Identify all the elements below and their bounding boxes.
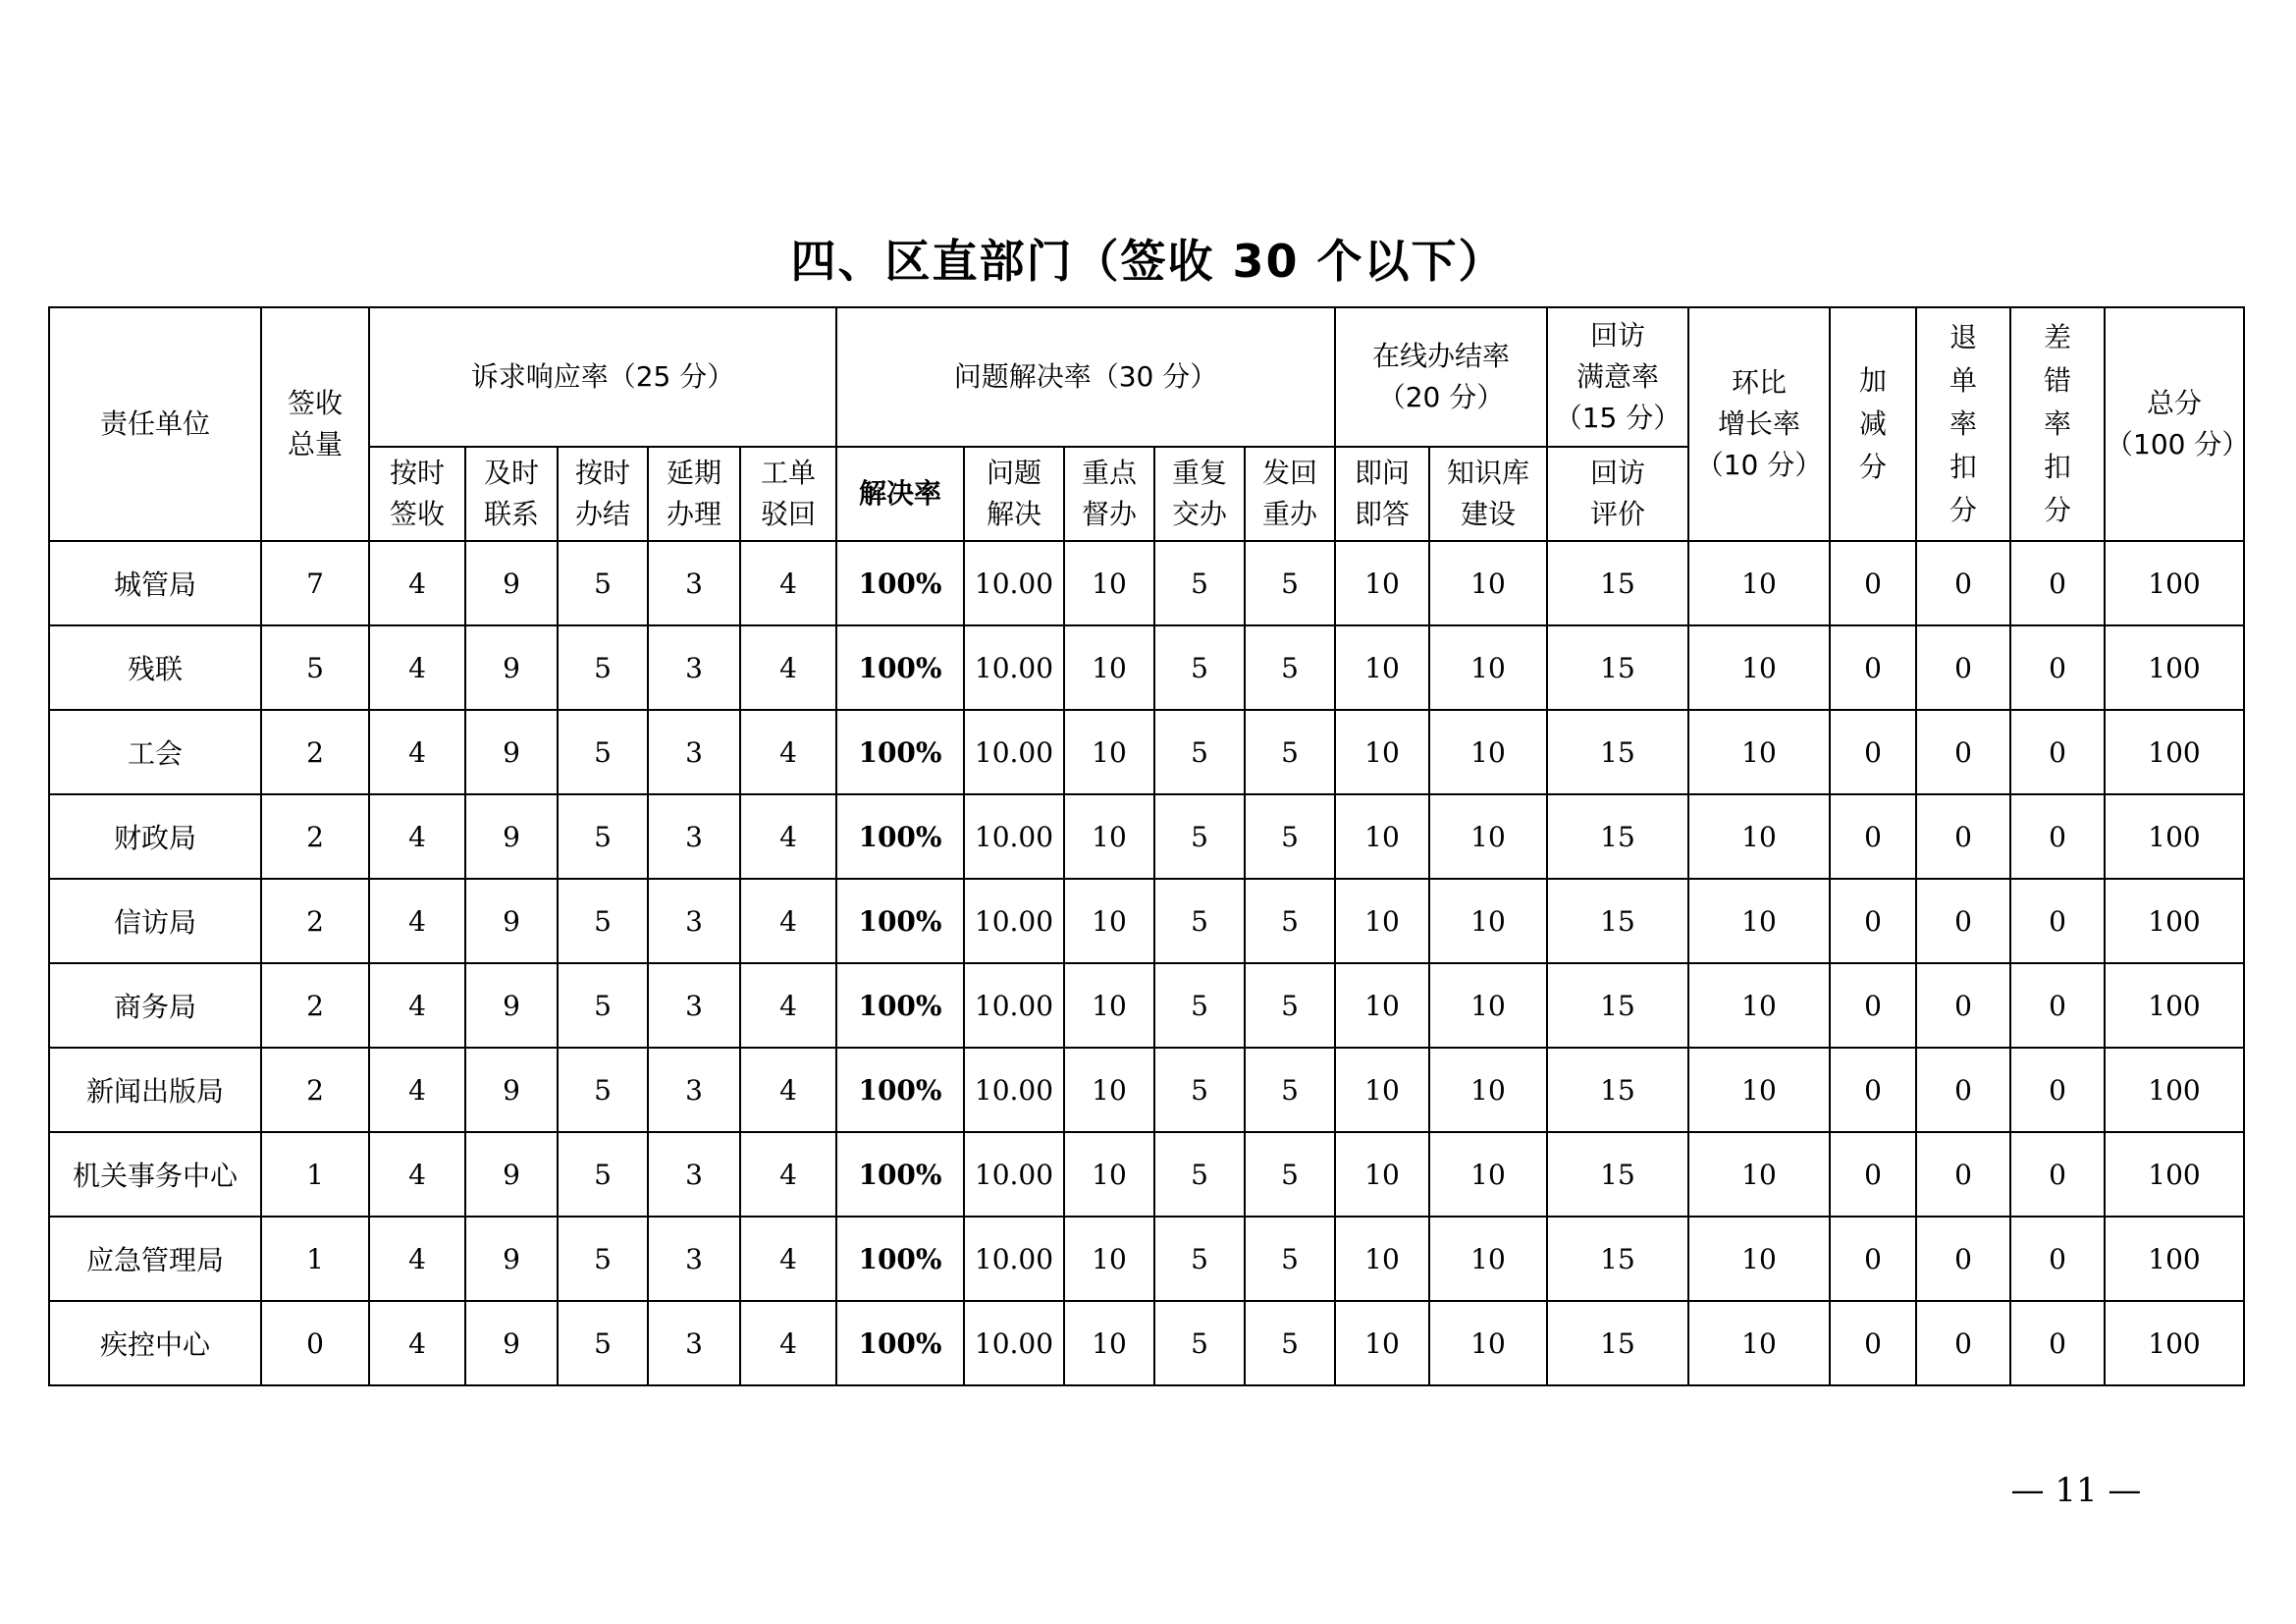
sub-ticket-return: 工单 驳回 [740, 447, 836, 541]
total-sign-cell: 7 [261, 541, 369, 625]
error-rate-cell: 0 [2010, 879, 2105, 963]
repeat-submit-cell: 5 [1154, 1132, 1245, 1217]
problem-resolve-cell: 10.00 [964, 710, 1064, 794]
return-redo-cell: 5 [1245, 710, 1335, 794]
growth-cell: 10 [1688, 1132, 1830, 1217]
error-rate-cell: 0 [2010, 1301, 2105, 1385]
total-sign-cell: 2 [261, 794, 369, 879]
repeat-submit-cell: 5 [1154, 710, 1245, 794]
table-row [49, 1301, 2244, 1385]
error-rate-cell: 0 [2010, 1132, 2105, 1217]
delay-cell: 3 [648, 963, 740, 1048]
problem-resolve-cell: 10.00 [964, 1217, 1064, 1301]
repeat-submit-cell: 5 [1154, 794, 1245, 879]
problem-resolve-cell: 10.00 [964, 625, 1064, 710]
error-rate-cell: 0 [2010, 1048, 2105, 1132]
problem-resolve-cell: 10.00 [964, 1301, 1064, 1385]
instant-answer-cell: 10 [1335, 794, 1429, 879]
knowledge-base-cell: 10 [1429, 1132, 1547, 1217]
total-sign-cell: 2 [261, 1048, 369, 1132]
header-growth: 环比 增长率 （10 分） [1688, 307, 1830, 541]
key-supervise-cell: 10 [1064, 541, 1154, 625]
revisit-eval-cell: 15 [1547, 541, 1688, 625]
sub-repeat-submit: 重复 交办 [1154, 447, 1245, 541]
key-supervise-cell: 10 [1064, 1132, 1154, 1217]
revisit-eval-cell: 15 [1547, 794, 1688, 879]
total-sign-cell: 2 [261, 710, 369, 794]
on-time-sign-cell: 4 [369, 794, 465, 879]
total-score-cell: 100 [2105, 1301, 2244, 1385]
header-revisit-satisfaction: 回访 满意率 （15 分） [1547, 307, 1688, 447]
growth-cell: 10 [1688, 1048, 1830, 1132]
timely-contact-cell: 9 [465, 1301, 558, 1385]
ticket-return-cell: 4 [740, 1048, 836, 1132]
on-time-sign-cell: 4 [369, 541, 465, 625]
return-redo-cell: 5 [1245, 794, 1335, 879]
revisit-eval-cell: 15 [1547, 963, 1688, 1048]
return-rate-cell: 0 [1916, 1132, 2010, 1217]
sub-knowledge-base: 知识库 建设 [1429, 447, 1547, 541]
on-time-finish-cell: 5 [558, 1132, 648, 1217]
sub-timely-contact: 及时 联系 [465, 447, 558, 541]
growth-cell: 10 [1688, 710, 1830, 794]
resolve-rate-cell: 100% [836, 710, 964, 794]
plus-minus-cell: 0 [1830, 1217, 1916, 1301]
ticket-return-cell: 4 [740, 541, 836, 625]
instant-answer-cell: 10 [1335, 710, 1429, 794]
on-time-sign-cell: 4 [369, 625, 465, 710]
revisit-eval-cell: 15 [1547, 1048, 1688, 1132]
error-rate-cell: 0 [2010, 794, 2105, 879]
revisit-eval-cell: 15 [1547, 1132, 1688, 1217]
resolve-rate-cell: 100% [836, 879, 964, 963]
delay-cell: 3 [648, 541, 740, 625]
resolve-rate-cell: 100% [836, 794, 964, 879]
key-supervise-cell: 10 [1064, 1048, 1154, 1132]
on-time-sign-cell: 4 [369, 1217, 465, 1301]
table-row [49, 710, 2244, 794]
timely-contact-cell: 9 [465, 541, 558, 625]
total-score-cell: 100 [2105, 625, 2244, 710]
table-row [49, 625, 2244, 710]
growth-cell: 10 [1688, 879, 1830, 963]
unit-cell: 残联 [49, 625, 261, 710]
repeat-submit-cell: 5 [1154, 625, 1245, 710]
problem-resolve-cell: 10.00 [964, 1132, 1064, 1217]
knowledge-base-cell: 10 [1429, 1048, 1547, 1132]
delay-cell: 3 [648, 625, 740, 710]
return-rate-cell: 0 [1916, 1217, 2010, 1301]
plus-minus-cell: 0 [1830, 1048, 1916, 1132]
page-title: 四、区直部门（签收 30 个以下） [790, 235, 1506, 288]
plus-minus-cell: 0 [1830, 541, 1916, 625]
return-rate-cell: 0 [1916, 541, 2010, 625]
on-time-sign-cell: 4 [369, 1048, 465, 1132]
growth-cell: 10 [1688, 1301, 1830, 1385]
return-rate-cell: 0 [1916, 625, 2010, 710]
unit-cell: 应急管理局 [49, 1217, 261, 1301]
plus-minus-cell: 0 [1830, 1301, 1916, 1385]
table-row [49, 541, 2244, 625]
key-supervise-cell: 10 [1064, 963, 1154, 1048]
ticket-return-cell: 4 [740, 794, 836, 879]
header-total-sign: 签收 总量 [261, 307, 369, 541]
resolve-rate-cell: 100% [836, 1048, 964, 1132]
total-sign-cell: 5 [261, 625, 369, 710]
unit-cell: 机关事务中心 [49, 1132, 261, 1217]
header-error-rate-label: 差错率扣分 [2043, 321, 2071, 526]
total-score-cell: 100 [2105, 1217, 2244, 1301]
knowledge-base-cell: 10 [1429, 963, 1547, 1048]
return-redo-cell: 5 [1245, 1132, 1335, 1217]
repeat-submit-cell: 5 [1154, 1048, 1245, 1132]
timely-contact-cell: 9 [465, 1217, 558, 1301]
return-redo-cell: 5 [1245, 879, 1335, 963]
header-online-rate: 在线办结率 （20 分） [1335, 307, 1547, 447]
on-time-sign-cell: 4 [369, 710, 465, 794]
key-supervise-cell: 10 [1064, 625, 1154, 710]
total-score-cell: 100 [2105, 1048, 2244, 1132]
knowledge-base-cell: 10 [1429, 794, 1547, 879]
on-time-sign-cell: 4 [369, 1301, 465, 1385]
total-score-cell: 100 [2105, 879, 2244, 963]
problem-resolve-cell: 10.00 [964, 794, 1064, 879]
problem-resolve-cell: 10.00 [964, 541, 1064, 625]
ticket-return-cell: 4 [740, 625, 836, 710]
growth-cell: 10 [1688, 794, 1830, 879]
delay-cell: 3 [648, 1301, 740, 1385]
plus-minus-cell: 0 [1830, 879, 1916, 963]
ticket-return-cell: 4 [740, 1132, 836, 1217]
sub-on-time-sign: 按时 签收 [369, 447, 465, 541]
header-plus-minus [1830, 307, 1916, 541]
repeat-submit-cell: 5 [1154, 879, 1245, 963]
resolve-rate-cell: 100% [836, 1301, 964, 1385]
instant-answer-cell: 10 [1335, 1217, 1429, 1301]
plus-minus-cell: 0 [1830, 963, 1916, 1048]
return-rate-cell: 0 [1916, 1301, 2010, 1385]
resolve-rate-cell: 100% [836, 625, 964, 710]
header-return-rate-label: 退单率扣分 [1949, 321, 1977, 526]
growth-cell: 10 [1688, 625, 1830, 710]
error-rate-cell: 0 [2010, 710, 2105, 794]
score-table [48, 306, 2250, 1386]
table-row [49, 963, 2244, 1048]
sub-problem-resolve: 问题 解决 [964, 447, 1064, 541]
key-supervise-cell: 10 [1064, 794, 1154, 879]
growth-cell: 10 [1688, 541, 1830, 625]
total-sign-cell: 0 [261, 1301, 369, 1385]
error-rate-cell: 0 [2010, 1217, 2105, 1301]
repeat-submit-cell: 5 [1154, 963, 1245, 1048]
unit-cell: 信访局 [49, 879, 261, 963]
knowledge-base-cell: 10 [1429, 625, 1547, 710]
ticket-return-cell: 4 [740, 710, 836, 794]
instant-answer-cell: 10 [1335, 1048, 1429, 1132]
repeat-submit-cell: 5 [1154, 541, 1245, 625]
header-error-rate [2010, 307, 2105, 541]
timely-contact-cell: 9 [465, 1132, 558, 1217]
on-time-sign-cell: 4 [369, 879, 465, 963]
ticket-return-cell: 4 [740, 879, 836, 963]
knowledge-base-cell: 10 [1429, 879, 1547, 963]
total-sign-cell: 2 [261, 879, 369, 963]
instant-answer-cell: 10 [1335, 879, 1429, 963]
instant-answer-cell: 10 [1335, 541, 1429, 625]
sub-on-time-finish: 按时 办结 [558, 447, 648, 541]
sub-instant-answer: 即问 即答 [1335, 447, 1429, 541]
return-redo-cell: 5 [1245, 1048, 1335, 1132]
ticket-return-cell: 4 [740, 1301, 836, 1385]
return-rate-cell: 0 [1916, 794, 2010, 879]
revisit-eval-cell: 15 [1547, 879, 1688, 963]
ticket-return-cell: 4 [740, 963, 836, 1048]
table-row [49, 1048, 2244, 1132]
delay-cell: 3 [648, 1132, 740, 1217]
sub-return-redo: 发回 重办 [1245, 447, 1335, 541]
key-supervise-cell: 10 [1064, 1301, 1154, 1385]
on-time-finish-cell: 5 [558, 879, 648, 963]
delay-cell: 3 [648, 710, 740, 794]
error-rate-cell: 0 [2010, 541, 2105, 625]
problem-resolve-cell: 10.00 [964, 1048, 1064, 1132]
instant-answer-cell: 10 [1335, 963, 1429, 1048]
return-redo-cell: 5 [1245, 1301, 1335, 1385]
unit-cell: 疾控中心 [49, 1301, 261, 1385]
unit-cell: 工会 [49, 710, 261, 794]
revisit-eval-cell: 15 [1547, 1217, 1688, 1301]
problem-resolve-cell: 10.00 [964, 963, 1064, 1048]
timely-contact-cell: 9 [465, 879, 558, 963]
return-redo-cell: 5 [1245, 1217, 1335, 1301]
header-plus-minus-label: 加减分 [1858, 364, 1887, 483]
header-resolve-rate: 问题解决率（30 分） [836, 307, 1335, 447]
key-supervise-cell: 10 [1064, 1217, 1154, 1301]
revisit-eval-cell: 15 [1547, 1301, 1688, 1385]
on-time-sign-cell: 4 [369, 1132, 465, 1217]
timely-contact-cell: 9 [465, 794, 558, 879]
on-time-finish-cell: 5 [558, 1217, 648, 1301]
table-header [49, 307, 2250, 541]
error-rate-cell: 0 [2010, 625, 2105, 710]
on-time-finish-cell: 5 [558, 710, 648, 794]
unit-cell: 城管局 [49, 541, 261, 625]
timely-contact-cell: 9 [465, 1048, 558, 1132]
on-time-finish-cell: 5 [558, 625, 648, 710]
key-supervise-cell: 10 [1064, 710, 1154, 794]
sub-resolve-rate: 解决率 [836, 447, 964, 541]
header-total-score: 总分 （100 分） [2105, 307, 2244, 541]
delay-cell: 3 [648, 1048, 740, 1132]
repeat-submit-cell: 5 [1154, 1301, 1245, 1385]
unit-cell: 财政局 [49, 794, 261, 879]
on-time-finish-cell: 5 [558, 794, 648, 879]
total-score-cell: 100 [2105, 541, 2244, 625]
resolve-rate-cell: 100% [836, 541, 964, 625]
return-redo-cell: 5 [1245, 625, 1335, 710]
on-time-finish-cell: 5 [558, 1048, 648, 1132]
total-score-cell: 100 [2105, 1132, 2244, 1217]
total-score-cell: 100 [2105, 794, 2244, 879]
repeat-submit-cell: 5 [1154, 1217, 1245, 1301]
return-redo-cell: 5 [1245, 963, 1335, 1048]
return-rate-cell: 0 [1916, 710, 2010, 794]
on-time-finish-cell: 5 [558, 541, 648, 625]
total-sign-cell: 2 [261, 963, 369, 1048]
revisit-eval-cell: 15 [1547, 625, 1688, 710]
plus-minus-cell: 0 [1830, 1132, 1916, 1217]
sub-delay: 延期 办理 [648, 447, 740, 541]
knowledge-base-cell: 10 [1429, 1301, 1547, 1385]
return-redo-cell: 5 [1245, 541, 1335, 625]
problem-resolve-cell: 10.00 [964, 879, 1064, 963]
plus-minus-cell: 0 [1830, 625, 1916, 710]
growth-cell: 10 [1688, 963, 1830, 1048]
on-time-sign-cell: 4 [369, 963, 465, 1048]
return-rate-cell: 0 [1916, 1048, 2010, 1132]
table-row [49, 794, 2244, 879]
return-rate-cell: 0 [1916, 963, 2010, 1048]
total-score-cell: 100 [2105, 963, 2244, 1048]
timely-contact-cell: 9 [465, 710, 558, 794]
resolve-rate-cell: 100% [836, 963, 964, 1048]
header-unit: 责任单位 [49, 307, 261, 541]
plus-minus-cell: 0 [1830, 710, 1916, 794]
knowledge-base-cell: 10 [1429, 1217, 1547, 1301]
resolve-rate-cell: 100% [836, 1217, 964, 1301]
table-body [49, 541, 2244, 1385]
on-time-finish-cell: 5 [558, 963, 648, 1048]
header-return-rate [1916, 307, 2010, 541]
timely-contact-cell: 9 [465, 625, 558, 710]
total-sign-cell: 1 [261, 1217, 369, 1301]
sub-key-supervise: 重点 督办 [1064, 447, 1154, 541]
on-time-finish-cell: 5 [558, 1301, 648, 1385]
total-sign-cell: 1 [261, 1132, 369, 1217]
page-number: — 11 — [2010, 1471, 2142, 1510]
return-rate-cell: 0 [1916, 879, 2010, 963]
instant-answer-cell: 10 [1335, 1132, 1429, 1217]
ticket-return-cell: 4 [740, 1217, 836, 1301]
table-row [49, 1132, 2244, 1217]
growth-cell: 10 [1688, 1217, 1830, 1301]
delay-cell: 3 [648, 879, 740, 963]
timely-contact-cell: 9 [465, 963, 558, 1048]
knowledge-base-cell: 10 [1429, 710, 1547, 794]
unit-cell: 新闻出版局 [49, 1048, 261, 1132]
table-row [49, 1217, 2244, 1301]
key-supervise-cell: 10 [1064, 879, 1154, 963]
table-row [49, 879, 2244, 963]
unit-cell: 商务局 [49, 963, 261, 1048]
header-response-rate: 诉求响应率（25 分） [369, 307, 836, 447]
revisit-eval-cell: 15 [1547, 710, 1688, 794]
total-score-cell: 100 [2105, 710, 2244, 794]
delay-cell: 3 [648, 794, 740, 879]
instant-answer-cell: 10 [1335, 625, 1429, 710]
resolve-rate-cell: 100% [836, 1132, 964, 1217]
knowledge-base-cell: 10 [1429, 541, 1547, 625]
instant-answer-cell: 10 [1335, 1301, 1429, 1385]
sub-revisit-eval: 回访 评价 [1547, 447, 1688, 541]
delay-cell: 3 [648, 1217, 740, 1301]
error-rate-cell: 0 [2010, 963, 2105, 1048]
plus-minus-cell: 0 [1830, 794, 1916, 879]
